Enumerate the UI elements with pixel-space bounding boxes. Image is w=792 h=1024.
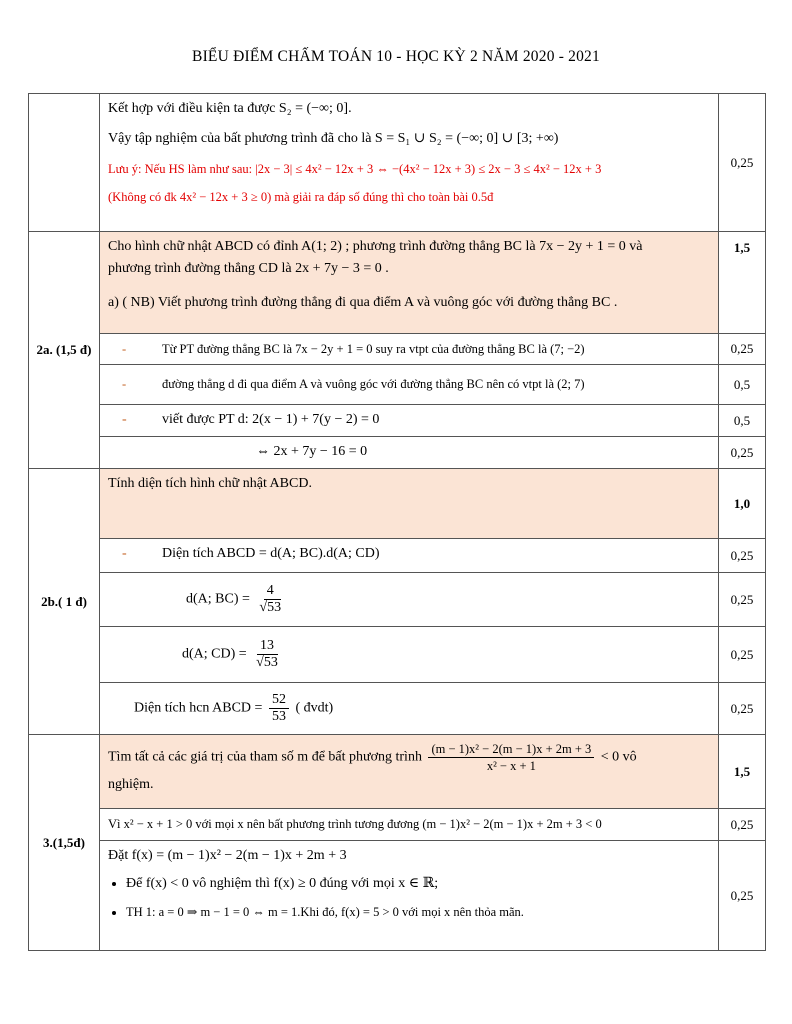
area-result-fraction (269, 692, 289, 725)
row-dash: - (122, 412, 127, 427)
question-prompt-cell (100, 735, 719, 809)
question-prompt-cell (100, 232, 719, 334)
q3-bullet-list (108, 873, 710, 923)
q2b-area-formula: Diện tích ABCD = d(A; BC).d(A; CD) (162, 546, 380, 561)
score-cell: 0,25 (719, 683, 766, 735)
grading-table (28, 93, 766, 951)
total-score-cell: 1,0 (719, 469, 766, 539)
q2a-step4: ⇔ 2x + 7y − 16 = 0 (256, 444, 368, 459)
score-cell: 0,5 (719, 365, 766, 405)
score-cell: 0,25 (719, 94, 766, 232)
fraction-denominator: x² − x + 1 (486, 759, 536, 773)
table-row (29, 735, 766, 809)
table-row (29, 334, 766, 365)
score-cell: 0,25 (719, 334, 766, 365)
table-row (29, 539, 766, 573)
row-dash: - (122, 342, 127, 356)
row-dash: - (122, 546, 127, 561)
fraction-numerator: 13 (257, 638, 277, 655)
q3-define-f: Đặt f(x) = (m − 1)x² − 2(m − 1)x + 2m + 3 (108, 848, 347, 863)
score-cell: 0,25 (719, 841, 766, 951)
q3-prompt-line2: nghiệm. (108, 777, 154, 792)
table-row (29, 405, 766, 437)
table-row (29, 365, 766, 405)
q2b-prompt: Tính diện tích hình chữ nhật ABCD. (108, 476, 312, 491)
score-cell: 0,25 (719, 437, 766, 469)
area-result-unit: ( đvdt) (295, 700, 334, 716)
q3-prompt-pre: Tìm tất cả các giá trị của tham số m để bất phương trình (108, 749, 422, 765)
question-label-2b: 2b.( 1 đ) (29, 469, 100, 735)
distance-bc-fraction (256, 583, 284, 616)
total-score-cell: 1,5 (719, 735, 766, 809)
q2a-prompt-line1: Cho hình chữ nhật ABCD có đỉnh A(1; 2) ; phương trình đường thẳng BC là 7x − 2y + 1 = 0 và (108, 239, 643, 254)
question-prompt-cell (100, 469, 719, 539)
q1-note1: Lưu ý: Nếu HS làm như sau: |2x − 3| ≤ 4x² − 12x + 3 ⇔ −(4x² − 12x + 3) ≤ 2x − 3 ≤ 4x² − 12x + 3 (108, 162, 602, 176)
fraction-denominator: 53 (271, 709, 286, 724)
page-title: BIỂU ĐIỂM CHẤM TOÁN 10 - HỌC KỲ 2 NĂM 2020 - 2021 (192, 48, 600, 65)
row-dash: - (122, 377, 127, 391)
question-label-2a: 2a. (1,5 đ) (29, 232, 100, 469)
q3-equivalence: Vì x² − x + 1 > 0 với mọi x nên bất phương trình tương đương (m − 1)x² − 2(m − 1)x + 2m + 3 < 0 (108, 817, 602, 831)
q1-line1: Kết hợp với điều kiện ta được S₂ = (−∞; 0]. (108, 101, 352, 116)
table-row (29, 469, 766, 539)
table-row (29, 232, 766, 334)
score-cell: 0,25 (719, 539, 766, 573)
fraction-numerator: (m − 1)x² − 2(m − 1)x + 2m + 3 (428, 741, 594, 758)
q1-note2: (Không có đk 4x² − 12x + 3 ≥ 0) mà giải ra đáp số đúng thì cho toàn bài 0.5đ (108, 190, 494, 204)
q3-inequality-fraction (428, 741, 594, 774)
list-item: • TH 1: a = 0 ⇒ m − 1 = 0 ⇔ m = 1.Khi đó, f(x) = 5 > 0 với mọi x nên thỏa mãn. (126, 901, 710, 923)
question-label-3: 3.(1,5đ) (29, 735, 100, 951)
fraction-denominator: √53 (259, 600, 282, 615)
table-row (29, 683, 766, 735)
score-cell: 0,25 (719, 573, 766, 627)
q3-prompt-post: < 0 vô (600, 749, 637, 765)
table-row (29, 841, 766, 951)
list-item: • Để f(x) < 0 vô nghiệm thì f(x) ≥ 0 đúng với mọi x ∈ ℝ; (126, 873, 710, 895)
score-cell: 0,25 (719, 627, 766, 683)
table-row (29, 437, 766, 469)
question-label (29, 94, 100, 232)
q2a-step1: Từ PT đường thẳng BC là 7x − 2y + 1 = 0 suy ra vtpt của đường thẳng BC là (7; −2) (162, 342, 585, 356)
table-row (29, 573, 766, 627)
q2a-prompt-line2: phương trình đường thẳng CD là 2x + 7y − 3 = 0 . (108, 261, 389, 276)
distance-bc-lhs: d(A; BC) = (186, 591, 250, 607)
distance-cd-lhs: d(A; CD) = (182, 646, 247, 662)
distance-cd-fraction (253, 638, 281, 671)
table-row (29, 94, 766, 232)
q2a-step3: viết được PT d: 2(x − 1) + 7(y − 2) = 0 (162, 412, 380, 427)
score-cell: 0,25 (719, 809, 766, 841)
area-result-prefix: Diện tích hcn ABCD = (134, 700, 263, 716)
q2a-step2: đường thẳng d đi qua điểm A và vuông góc với đường thẳng BC nên có vtpt là (2; 7) (162, 377, 585, 391)
q2a-prompt-line3: a) ( NB) Viết phương trình đường thẳng đi qua điểm A và vuông góc với đường thẳng BC . (108, 295, 618, 310)
q1-line2: Vậy tập nghiệm của bất phương trình đã cho là S = S₁ ∪ S₂ = (−∞; 0] ∪ [3; +∞) (108, 131, 559, 146)
sqrt-radicand: 53 (263, 655, 278, 670)
total-score-cell: 1,5 (719, 232, 766, 334)
score-cell: 0,5 (719, 405, 766, 437)
content-cell (100, 94, 719, 232)
fraction-numerator: 4 (264, 583, 277, 600)
table-row (29, 809, 766, 841)
table-row (29, 627, 766, 683)
sqrt-radicand: 53 (267, 600, 282, 615)
fraction-numerator: 52 (269, 692, 289, 709)
fraction-denominator: √53 (256, 655, 278, 670)
